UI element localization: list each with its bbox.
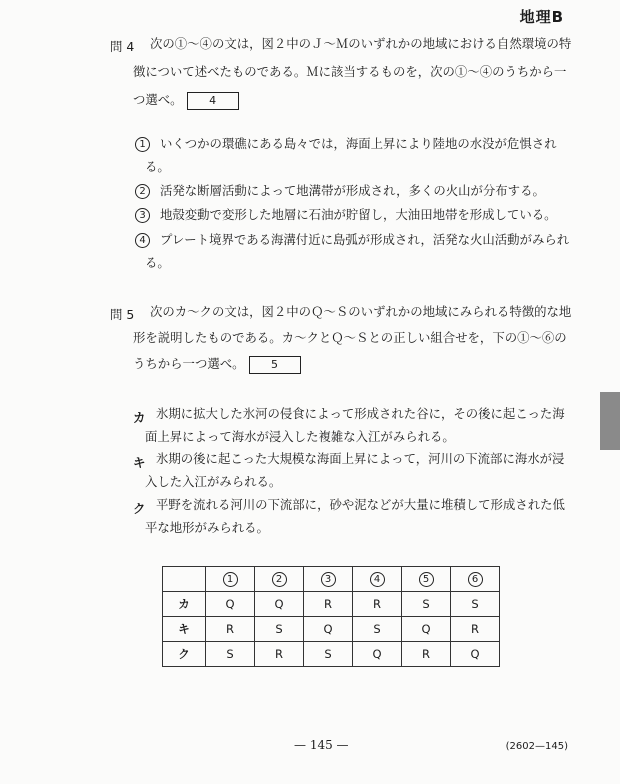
combination-table — [162, 566, 500, 667]
statement-ka-line-2: 面上昇によって海水が浸入した複雑な入江がみられる。 — [145, 429, 455, 444]
table-cell: Q — [353, 642, 402, 667]
table-cell: R — [402, 642, 451, 667]
table-header-cell — [402, 567, 451, 592]
table-cell: R — [353, 592, 402, 617]
statement-ku-label: ク — [133, 501, 146, 516]
q4-option-4-line-1: プレート境界である海溝付近に島弧が形成され，活発な火山活動がみられ — [160, 232, 570, 247]
table-row — [163, 617, 500, 642]
subject-header: 地理B — [519, 8, 564, 26]
table-cell: S — [353, 617, 402, 642]
table-cell: R — [255, 642, 304, 667]
q5-line-1: 次のカ〜クの文は，図２中のＱ〜Ｓのいずれかの地域にみられる特徴的な地 — [150, 304, 572, 319]
q4-line-3-text: つ選べ。 — [133, 92, 183, 107]
q5-line-2: 形を説明したものである。カ〜クとＱ〜Ｓとの正しい組合せを，下の①〜⑥の — [133, 330, 567, 345]
q4-answer-box[interactable]: 4 — [187, 92, 239, 110]
table-cell: Q — [304, 617, 353, 642]
statement-ka-line-1: 氷期に拡大した氷河の侵食によって形成された谷に，その後に起こった海 — [156, 406, 565, 421]
table-header-cell — [353, 567, 402, 592]
choice-2-number: 2 — [272, 572, 287, 587]
table-row — [163, 592, 500, 617]
table-header-cell — [304, 567, 353, 592]
choice-1-number: 1 — [223, 572, 238, 587]
q5-answer-box[interactable]: 5 — [249, 356, 301, 374]
statement-ka-label: カ — [133, 410, 146, 425]
q4-option-2-number: 2 — [135, 184, 150, 199]
table-cell: S — [206, 642, 255, 667]
row-label-ka: カ — [163, 592, 206, 617]
table-cell: R — [451, 617, 500, 642]
page-number: — 145 — — [294, 738, 349, 752]
table-cell: Q — [402, 617, 451, 642]
q4-option-1-line-1: いくつかの環礁にある島々では，海面上昇により陸地の水没が危惧され — [160, 136, 557, 151]
table-corner-cell — [163, 567, 206, 592]
choice-4-number: 4 — [370, 572, 385, 587]
q4-option-4-number: 4 — [135, 233, 150, 248]
q5-label: 問 5 — [110, 307, 135, 322]
table-cell: R — [304, 592, 353, 617]
table-header-row — [163, 567, 500, 592]
side-tab — [600, 392, 620, 450]
q4-option-2-line-1: 活発な断層活動によって地溝帯が形成され，多くの火山が分布する。 — [160, 183, 545, 198]
table-cell: Q — [206, 592, 255, 617]
table-header-cell — [451, 567, 500, 592]
table-cell: S — [402, 592, 451, 617]
table-header-cell — [255, 567, 304, 592]
statement-ki-line-1: 氷期の後に起こった大規模な海面上昇によって，河川の下流部に海水が浸 — [156, 451, 565, 466]
statement-ki-label: キ — [133, 455, 146, 470]
statement-ki-line-2: 入した入江がみられる。 — [145, 474, 282, 489]
q4-option-4-line-2: る。 — [145, 255, 170, 270]
table-cell: R — [206, 617, 255, 642]
q4-label: 問 4 — [110, 39, 135, 54]
q4-option-3-number: 3 — [135, 208, 150, 223]
table-cell: S — [451, 592, 500, 617]
row-label-ki: キ — [163, 617, 206, 642]
table-cell: Q — [255, 592, 304, 617]
table-row — [163, 642, 500, 667]
q4-option-1-number: 1 — [135, 137, 150, 152]
table-cell: Q — [451, 642, 500, 667]
choice-3-number: 3 — [321, 572, 336, 587]
statement-ku-line-2: 平な地形がみられる。 — [145, 520, 269, 535]
q4-line-1: 次の①〜④の文は，図２中のＪ〜Ｍのいずれかの地域における自然環境の特 — [150, 36, 572, 51]
exam-code: (2602—145) — [505, 741, 568, 752]
q4-option-3-line-1: 地殻変動で変形した地層に石油が貯留し，大油田地帯を形成している。 — [160, 207, 557, 222]
row-label-ku: ク — [163, 642, 206, 667]
q4-line-3 — [133, 87, 239, 113]
table-header-cell — [206, 567, 255, 592]
q4-option-1-line-2: る。 — [145, 159, 170, 174]
q4-line-2: 徴について述べたものである。Ｍに該当するものを，次の①〜④のうちから一 — [133, 64, 567, 79]
table-cell: S — [304, 642, 353, 667]
q5-line-3 — [133, 351, 301, 377]
choice-6-number: 6 — [468, 572, 483, 587]
choice-5-number: 5 — [419, 572, 434, 587]
table-cell: S — [255, 617, 304, 642]
q5-line-3-text: うちから一つ選べ。 — [133, 356, 245, 371]
statement-ku-line-1: 平野を流れる河川の下流部に，砂や泥などが大量に堆積して形成された低 — [156, 497, 565, 512]
